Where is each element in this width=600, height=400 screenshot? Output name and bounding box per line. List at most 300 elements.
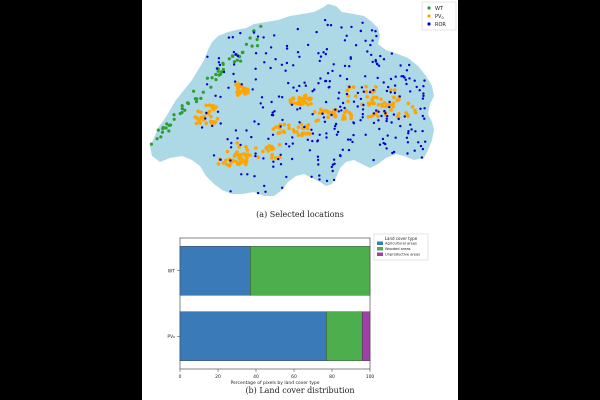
ror-point	[407, 130, 409, 132]
ror-point	[394, 84, 396, 86]
ror-point	[220, 122, 222, 124]
wt-point	[251, 45, 254, 48]
wt-point	[220, 70, 223, 73]
wt-point	[165, 126, 168, 129]
ror-point	[409, 124, 411, 126]
ror-point	[342, 102, 344, 104]
ror-point	[355, 44, 357, 46]
ror-point	[421, 130, 423, 132]
ror-point	[339, 75, 341, 77]
ror-point	[261, 96, 263, 98]
ror-point	[254, 68, 256, 70]
ror-point	[297, 51, 299, 53]
ror-point	[257, 192, 259, 194]
wt-point	[173, 118, 176, 121]
caption-a: (a) Selected locations	[256, 210, 344, 219]
legend-swatch-1	[377, 247, 383, 251]
pv-point	[199, 111, 203, 115]
wt-point	[172, 113, 175, 116]
pv-point	[301, 97, 305, 101]
legend-marker-ror	[427, 22, 430, 25]
ror-point	[325, 53, 327, 55]
x-tick-label: 60	[291, 375, 297, 380]
ror-point	[348, 86, 350, 88]
ror-point	[332, 164, 334, 166]
ror-point	[357, 92, 359, 94]
ror-point	[371, 39, 373, 41]
ror-point	[419, 108, 421, 110]
ror-point	[414, 80, 416, 82]
ror-point	[201, 126, 203, 128]
ror-point	[211, 125, 213, 127]
pv-point	[366, 95, 370, 99]
ror-point	[375, 109, 377, 111]
ror-point	[280, 163, 282, 165]
ror-point	[246, 173, 248, 175]
ror-point	[236, 137, 238, 139]
pv-point	[209, 115, 213, 119]
ror-point	[229, 190, 231, 192]
ror-point	[348, 65, 350, 67]
pv-point	[393, 88, 397, 92]
ror-point	[330, 24, 332, 26]
ror-point	[324, 121, 326, 123]
ror-point	[423, 107, 425, 109]
ror-point	[377, 119, 379, 121]
ror-point	[216, 67, 218, 69]
pv-point	[406, 114, 410, 118]
ror-point	[423, 118, 425, 120]
pv-point	[194, 115, 198, 119]
ror-point	[335, 123, 337, 125]
ror-point	[235, 53, 237, 55]
ror-point	[232, 73, 234, 75]
ror-point	[303, 82, 305, 84]
map-legend	[422, 2, 456, 30]
wt-point	[236, 59, 239, 62]
ror-point	[353, 122, 355, 124]
ror-point	[350, 56, 352, 58]
ror-point	[372, 89, 374, 91]
ror-point	[406, 152, 408, 154]
ror-point	[213, 154, 215, 156]
pv-point	[407, 102, 411, 106]
ror-point	[346, 93, 348, 95]
ror-point	[384, 112, 386, 114]
ror-point	[331, 166, 333, 168]
ror-point	[286, 62, 288, 64]
wt-point	[228, 57, 231, 60]
ror-point	[253, 120, 255, 122]
ror-point	[245, 129, 247, 131]
ror-point	[378, 65, 380, 67]
ror-point	[333, 128, 335, 130]
ror-point	[344, 39, 346, 41]
wt-point	[186, 101, 189, 104]
ror-point	[379, 144, 381, 146]
pv-point	[314, 119, 318, 123]
wt-point	[217, 70, 220, 73]
ror-point	[420, 145, 422, 147]
ror-point	[408, 64, 410, 66]
ror-point	[403, 76, 405, 78]
pv-point	[245, 148, 249, 152]
ror-point	[257, 123, 259, 125]
pv-point	[216, 117, 220, 121]
wt-point	[233, 60, 236, 63]
legend-marker-pv	[427, 14, 430, 17]
ror-point	[272, 161, 274, 163]
pv-point	[379, 98, 383, 102]
ror-point	[361, 22, 363, 24]
wt-point	[231, 55, 234, 58]
ror-point	[421, 156, 423, 158]
ror-point	[327, 72, 329, 74]
ror-point	[250, 136, 252, 138]
ror-point	[317, 52, 319, 54]
land-cover-chart	[142, 226, 458, 386]
ror-point	[386, 115, 388, 117]
pv-point	[254, 146, 258, 150]
ror-point	[303, 126, 305, 128]
ror-point	[326, 180, 328, 182]
ror-point	[223, 71, 225, 73]
ror-point	[338, 92, 340, 94]
ror-point	[377, 77, 379, 79]
ror-point	[291, 158, 293, 160]
ror-point	[291, 104, 293, 106]
ror-point	[390, 78, 392, 80]
pv-point	[287, 124, 291, 128]
ror-point	[359, 119, 361, 121]
ror-point	[362, 113, 364, 115]
pv-point	[235, 141, 239, 145]
pv-point	[282, 123, 286, 127]
wt-point	[249, 36, 252, 39]
ror-point	[284, 70, 286, 72]
pv-point	[392, 96, 396, 100]
ror-point	[280, 154, 282, 156]
ror-point	[219, 64, 221, 66]
ror-point	[333, 63, 335, 65]
ror-point	[323, 116, 325, 118]
ror-point	[325, 80, 327, 82]
pv-point	[270, 156, 274, 160]
ror-point	[287, 82, 289, 84]
ror-point	[325, 132, 327, 134]
pv-point	[384, 105, 388, 109]
ror-point	[386, 90, 388, 92]
ror-point	[373, 122, 375, 124]
ror-point	[262, 36, 264, 38]
ror-point	[218, 61, 220, 63]
ror-point	[340, 109, 342, 111]
y-tick-label: WT	[167, 269, 175, 275]
ror-point	[312, 132, 314, 134]
ror-point	[377, 111, 379, 113]
ror-point	[372, 61, 374, 63]
wt-point	[211, 76, 214, 79]
ror-point	[337, 97, 339, 99]
pv-point	[348, 111, 352, 115]
ror-point	[296, 90, 298, 92]
ror-point	[408, 77, 410, 79]
pv-point	[372, 95, 376, 99]
pv-point	[244, 154, 248, 158]
ror-point	[311, 113, 313, 115]
ror-point	[390, 91, 392, 93]
ror-point	[378, 128, 380, 130]
ror-point	[360, 98, 362, 100]
wt-point	[167, 129, 170, 132]
ror-point	[277, 158, 279, 160]
ror-point	[273, 34, 275, 36]
ror-point	[286, 45, 288, 47]
ror-point	[253, 175, 255, 177]
ror-point	[214, 95, 216, 97]
ror-point	[332, 170, 334, 172]
ror-point	[272, 134, 274, 136]
ror-point	[235, 129, 237, 131]
ror-point	[241, 83, 243, 85]
pv-point	[306, 103, 310, 107]
ror-point	[407, 132, 409, 134]
ror-point	[317, 82, 319, 84]
ror-point	[321, 113, 323, 115]
ror-point	[254, 155, 256, 157]
ror-point	[374, 30, 376, 32]
pv-point	[261, 150, 265, 154]
ror-point	[292, 142, 294, 144]
ror-point	[317, 159, 319, 161]
ror-point	[414, 130, 416, 132]
ror-point	[399, 125, 401, 127]
wt-point	[214, 78, 217, 81]
bar-segment-1	[326, 312, 362, 361]
x-tick-label: 40	[253, 375, 259, 380]
pv-point	[372, 102, 376, 106]
pv-point	[208, 110, 212, 114]
ror-point	[409, 90, 411, 92]
wt-point	[256, 38, 259, 41]
ror-point	[205, 112, 207, 114]
legend-label-ror: ROR	[435, 22, 446, 28]
wt-point	[157, 129, 160, 132]
wt-point	[181, 104, 184, 107]
ror-point	[337, 131, 339, 133]
ror-point	[414, 150, 416, 152]
ror-point	[387, 134, 389, 136]
ror-point	[370, 54, 372, 56]
ror-point	[322, 51, 324, 53]
ror-point	[274, 58, 276, 60]
wt-point	[214, 73, 217, 76]
pv-point	[205, 122, 209, 126]
wt-point	[199, 97, 202, 100]
pv-point	[226, 150, 230, 154]
ror-point	[373, 112, 375, 114]
ror-point	[362, 104, 364, 106]
ror-point	[206, 83, 208, 85]
x-tick-label: 100	[365, 375, 375, 380]
ror-point	[233, 51, 235, 53]
x-tick-label: 80	[329, 375, 335, 380]
ror-point	[340, 26, 342, 28]
wt-point	[206, 77, 209, 80]
ror-point	[375, 35, 377, 37]
ror-point	[298, 85, 300, 87]
ror-point	[288, 145, 290, 147]
legend-swatch-2	[377, 253, 383, 257]
pv-point	[240, 157, 244, 161]
ror-point	[328, 86, 330, 88]
pv-point	[283, 131, 287, 135]
ror-point	[416, 86, 418, 88]
ror-point	[291, 136, 293, 138]
ror-point	[237, 55, 239, 57]
pv-point	[325, 110, 329, 114]
ror-point	[272, 166, 274, 168]
ror-point	[357, 105, 359, 107]
ror-point	[305, 85, 307, 87]
pv-point	[346, 100, 350, 104]
ror-point	[333, 159, 335, 161]
ror-point	[339, 106, 341, 108]
ror-point	[348, 149, 350, 151]
ror-point	[391, 52, 393, 54]
pv-point	[211, 106, 215, 110]
ror-point	[239, 144, 241, 146]
pv-point	[333, 112, 337, 116]
ror-point	[267, 138, 269, 140]
pv-point	[278, 131, 282, 135]
ror-point	[347, 138, 349, 140]
ror-point	[423, 79, 425, 81]
ror-point	[406, 137, 408, 139]
ror-point	[263, 61, 265, 63]
pv-point	[414, 111, 418, 115]
wt-point	[239, 60, 242, 63]
ror-point	[369, 44, 371, 46]
pv-point	[225, 163, 229, 167]
wt-point	[183, 109, 186, 112]
ror-point	[285, 143, 287, 145]
ror-point	[390, 121, 392, 123]
wt-point	[159, 135, 162, 138]
pv-point	[232, 159, 236, 163]
x-tick-label: 20	[215, 375, 221, 380]
ror-point	[343, 107, 345, 109]
ror-point	[263, 185, 265, 187]
ror-point	[206, 56, 208, 58]
pv-point	[367, 103, 371, 107]
ror-point	[395, 76, 397, 78]
ror-point	[234, 80, 236, 82]
ror-point	[363, 91, 365, 93]
pv-point	[397, 112, 401, 116]
ror-point	[385, 147, 387, 149]
pv-point	[213, 121, 217, 125]
ror-point	[240, 173, 242, 175]
pv-point	[308, 132, 312, 136]
x-axis-label: Percentage of pixels by land cover type	[230, 381, 320, 386]
switzerland-map	[142, 0, 458, 212]
ror-point	[311, 140, 313, 142]
pv-point	[411, 105, 415, 109]
legend-marker-wt	[427, 6, 430, 9]
ror-point	[270, 46, 272, 48]
pv-point	[270, 145, 274, 149]
ror-point	[327, 24, 329, 26]
pv-point	[289, 98, 293, 102]
ror-point	[399, 64, 401, 66]
ror-point	[233, 63, 235, 65]
chart-legend-title: Land cover type	[384, 236, 418, 241]
ror-point	[270, 101, 272, 103]
pv-point	[352, 85, 356, 89]
ror-point	[399, 95, 401, 97]
ror-point	[309, 149, 311, 151]
pv-point	[195, 122, 199, 126]
pv-point	[350, 114, 354, 118]
ror-point	[230, 142, 232, 144]
bar-segment-1	[250, 246, 370, 295]
ror-point	[229, 159, 231, 161]
ror-point	[265, 52, 267, 54]
ror-point	[422, 95, 424, 97]
pv-point	[209, 120, 213, 124]
ror-point	[372, 159, 374, 161]
ror-point	[379, 55, 381, 57]
ror-point	[319, 134, 321, 136]
ror-point	[352, 134, 354, 136]
ror-point	[320, 55, 322, 57]
ror-point	[317, 163, 319, 165]
wt-point	[179, 112, 182, 115]
ror-point	[271, 114, 273, 116]
ror-point	[316, 140, 318, 142]
ror-point	[388, 106, 390, 108]
pv-point	[346, 89, 350, 93]
ror-point	[362, 108, 364, 110]
ror-point	[281, 64, 283, 66]
bar-segment-0	[180, 312, 326, 361]
ror-point	[331, 70, 333, 72]
pv-point	[204, 104, 208, 108]
wt-point	[256, 44, 259, 47]
pv-point	[266, 149, 270, 153]
pv-point	[383, 101, 387, 105]
ror-point	[311, 90, 313, 92]
ror-point	[405, 79, 407, 81]
ror-point	[281, 187, 283, 189]
ror-point	[232, 36, 234, 38]
pv-point	[397, 98, 401, 102]
pv-point	[278, 143, 282, 147]
ror-point	[262, 106, 264, 108]
pv-point	[354, 94, 358, 98]
pv-point	[221, 161, 225, 165]
ror-point	[387, 86, 389, 88]
ror-point	[422, 115, 424, 117]
ror-point	[227, 87, 229, 89]
bar-segment-2	[362, 312, 370, 361]
wt-point	[241, 51, 244, 54]
legend-label-wt: WT	[435, 6, 443, 12]
ror-point	[417, 141, 419, 143]
x-tick-label: 0	[178, 375, 182, 380]
pv-point	[391, 105, 395, 109]
